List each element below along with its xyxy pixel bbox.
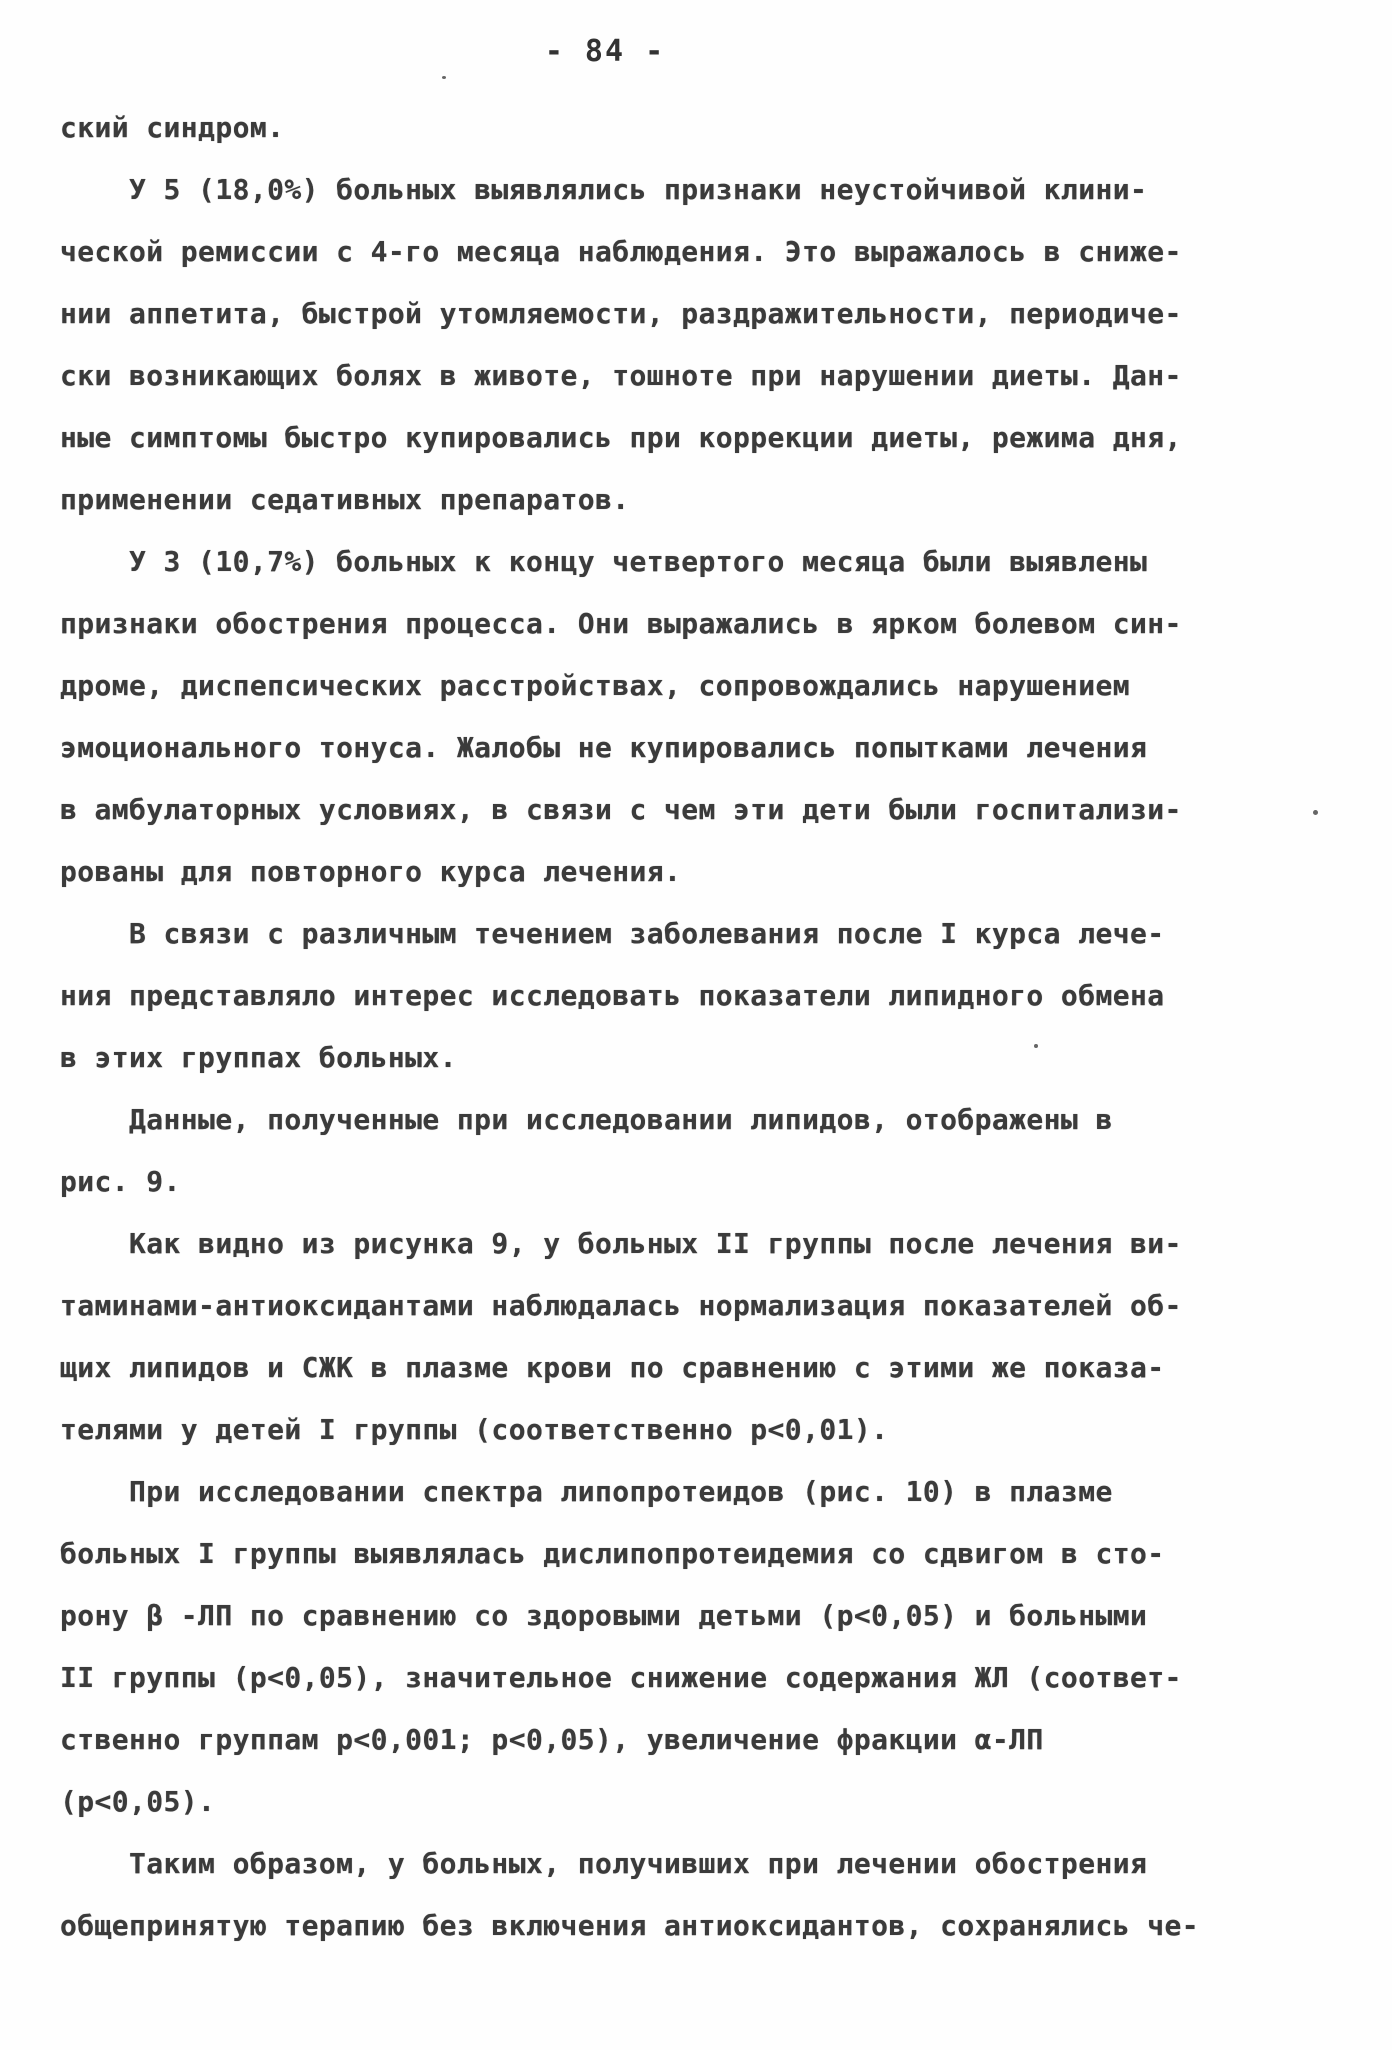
text-line: ния представляло интерес исследовать показатели липидного обмена xyxy=(60,979,1165,1012)
text-line: применении седативных препаратов. xyxy=(60,483,630,516)
text-line: ский синдром. xyxy=(60,111,285,144)
text-line: При исследовании спектра липопротеидов (рис. 10) в плазме xyxy=(60,1475,1113,1508)
text-line: в амбулаторных условиях, в связи с чем эти дети были госпитализи- xyxy=(60,793,1182,826)
text-line: ственно группам р<0,001; р<0,05), увеличение фракции α-ЛП xyxy=(60,1723,1044,1756)
text-line: У 3 (10,7%) больных к концу четвертого месяца были выявлены xyxy=(60,545,1148,578)
text-line: II группы (р<0,05), значительное снижение содержания ЖЛ (соответ- xyxy=(60,1661,1182,1694)
text-line: нии аппетита, быстрой утомляемости, раздражительности, периодиче- xyxy=(60,297,1182,330)
text-line: Как видно из рисунка 9, у больных II группы после лечения ви- xyxy=(60,1227,1182,1260)
text-line: Таким образом, у больных, получивших при лечении обострения xyxy=(60,1847,1148,1880)
text-line: общепринятую терапию без включения антиоксидантов, сохранялись че- xyxy=(60,1909,1199,1942)
text-line: признаки обострения процесса. Они выражались в ярком болевом син- xyxy=(60,607,1182,640)
text-line: щих липидов и СЖК в плазме крови по сравнению с этими же показа- xyxy=(60,1351,1165,1384)
stray-mark xyxy=(1313,810,1318,815)
text-line: Данные, полученные при исследовании липидов, отображены в xyxy=(60,1103,1113,1136)
text-line: больных I группы выявлялась дислипопротеидемия со сдвигом в сто- xyxy=(60,1537,1165,1570)
text-line: В связи с различным течением заболевания после I курса лече- xyxy=(60,917,1165,950)
text-line: дроме, диспепсических расстройствах, сопровождались нарушением xyxy=(60,669,1130,702)
text-line: ческой ремиссии с 4-го месяца наблюдения. Это выражалось в сниже- xyxy=(60,235,1182,268)
text-line: в этих группах больных. xyxy=(60,1041,457,1074)
text-line: ные симптомы быстро купировались при коррекции диеты, режима дня, xyxy=(60,421,1182,454)
text-line: У 5 (18,0%) больных выявлялись признаки неустойчивой клини- xyxy=(60,173,1148,206)
stray-mark xyxy=(442,76,446,79)
text-line: ски возникающих болях в животе, тошноте при нарушении диеты. Дан- xyxy=(60,359,1182,392)
text-line: телями у детей I группы (соответственно р<0,01). xyxy=(60,1413,889,1446)
stray-mark xyxy=(1034,1044,1038,1048)
text-line: (р<0,05). xyxy=(60,1785,216,1818)
page-number: - 84 - xyxy=(544,34,666,69)
text-line: эмоционального тонуса. Жалобы не купировались попытками лечения xyxy=(60,731,1148,764)
text-line: рованы для повторного курса лечения. xyxy=(60,855,682,888)
text-line: таминами-антиоксидантами наблюдалась нормализация показателей об- xyxy=(60,1289,1182,1322)
text-line: рону β -ЛП по сравнению со здоровыми детьми (р<0,05) и больными xyxy=(60,1599,1148,1632)
text-line: рис. 9. xyxy=(60,1165,181,1198)
